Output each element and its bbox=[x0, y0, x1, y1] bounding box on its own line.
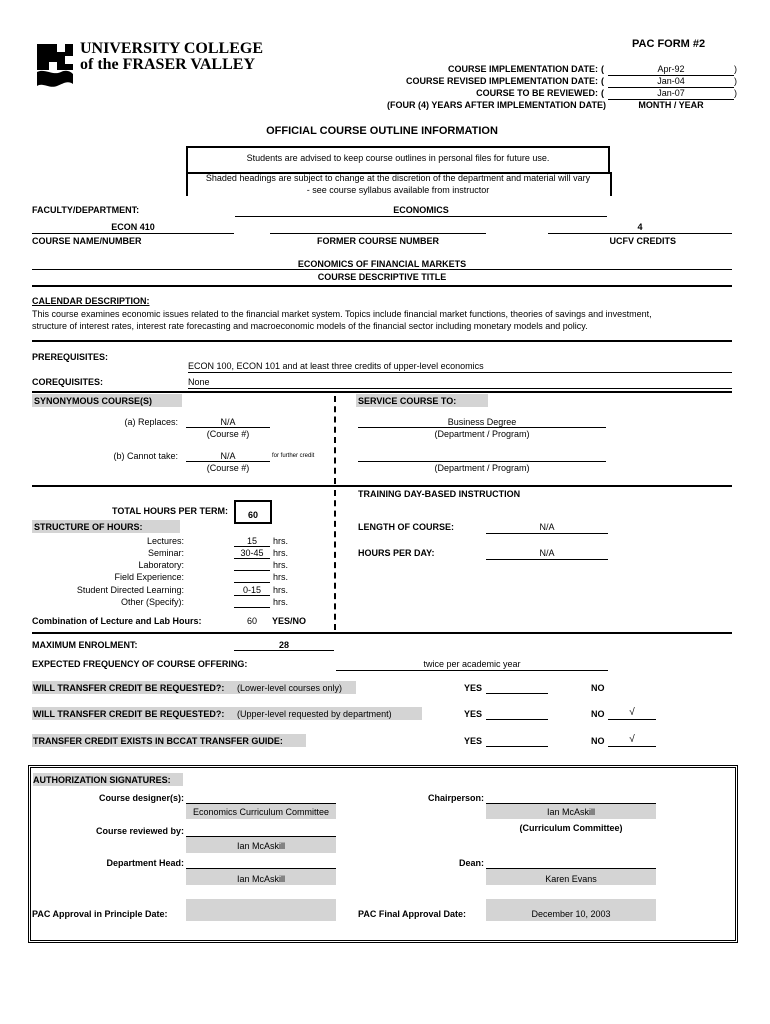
lectures-line bbox=[234, 546, 270, 547]
faculty-line bbox=[235, 216, 607, 217]
laboratory-line bbox=[234, 570, 270, 571]
course-name-number-label: COURSE NAME/NUMBER bbox=[32, 236, 142, 246]
prereq-line bbox=[188, 372, 732, 373]
course-name-number: ECON 410 bbox=[111, 222, 155, 232]
pac-principle-label: PAC Approval in Principle Date: bbox=[32, 909, 168, 919]
pac-principle-shade bbox=[186, 899, 336, 921]
paren-close-2: ) bbox=[734, 76, 737, 86]
seminar-value: 30-45 bbox=[240, 548, 264, 558]
divider-4 bbox=[32, 485, 732, 487]
hours-per-day-label: HOURS PER DAY: bbox=[358, 548, 435, 558]
credits-label: UCFV CREDITS bbox=[609, 236, 676, 246]
transfer-upper-yes: YES bbox=[464, 709, 483, 719]
further-credit-note: for further credit bbox=[272, 453, 315, 459]
other-line bbox=[234, 607, 270, 608]
logo-line2: of the FRASER VALLEY bbox=[80, 56, 255, 73]
laboratory-label: Laboratory: bbox=[138, 560, 184, 570]
length-line bbox=[486, 533, 608, 534]
field-experience-label: Field Experience: bbox=[114, 572, 184, 582]
synonymous-label: SYNONYMOUS COURSE(S) bbox=[34, 396, 153, 406]
max-enrolment-line bbox=[234, 650, 334, 651]
descriptive-title: ECONOMICS OF FINANCIAL MARKETS bbox=[297, 259, 467, 269]
transfer-upper-yes-line bbox=[486, 719, 548, 720]
paren-open-1: ( bbox=[601, 64, 604, 74]
divider-1 bbox=[32, 285, 732, 287]
training-label: TRAINING DAY-BASED INSTRUCTION bbox=[358, 489, 521, 499]
coreq-value: None bbox=[188, 377, 210, 387]
student-directed-line bbox=[234, 595, 270, 596]
form-id: PAC FORM #2 bbox=[632, 38, 706, 50]
seminar-line bbox=[234, 558, 270, 559]
cannot-take-value: N/A bbox=[220, 451, 236, 461]
prereq-label: PREREQUISITES: bbox=[32, 352, 109, 362]
course-name-line bbox=[32, 233, 234, 234]
service-line-2 bbox=[358, 461, 606, 462]
designer-value: Economics Curriculum Committee bbox=[192, 807, 330, 817]
prereq-value: ECON 100, ECON 101 and at least three credits of upper-level economics bbox=[188, 361, 484, 371]
dept-head-label: Department Head: bbox=[106, 858, 184, 868]
transfer-upper-no-line bbox=[608, 719, 656, 720]
divider-3 bbox=[32, 391, 732, 393]
cannot-take-label: (b) Cannot take: bbox=[113, 451, 178, 461]
seminar-label: Seminar: bbox=[147, 548, 184, 558]
service-label: SERVICE COURSE TO: bbox=[358, 396, 457, 406]
calendar-line1: This course examines economic issues related to the financial market system. Topics include financial market functions, theories of savings and investment, bbox=[32, 309, 652, 319]
frequency-line bbox=[336, 670, 608, 671]
lectures-hrs: hrs. bbox=[273, 536, 289, 546]
transfer-lower-yes-line bbox=[486, 693, 548, 694]
calendar-label: CALENDAR DESCRIPTION: bbox=[32, 296, 150, 306]
laboratory-hrs: hrs. bbox=[273, 560, 289, 570]
implementation-date-label: COURSE IMPLEMENTATION DATE: bbox=[448, 64, 598, 74]
divider-5 bbox=[32, 632, 732, 634]
length-value: N/A bbox=[539, 522, 555, 532]
replaces-course-hash: (Course #) bbox=[206, 429, 250, 439]
hours-per-day-value: N/A bbox=[539, 548, 555, 558]
revised-date-value: Jan-04 bbox=[657, 76, 685, 86]
descriptive-title-label: COURSE DESCRIPTIVE TITLE bbox=[317, 272, 447, 282]
review-date-value: Jan-07 bbox=[657, 88, 685, 98]
notice-bracket bbox=[186, 172, 612, 196]
descriptive-title-line bbox=[32, 269, 732, 270]
review-date-label: COURSE TO BE REVIEWED: bbox=[476, 88, 598, 98]
paren-close-1: ) bbox=[734, 64, 737, 74]
page-title: OFFICIAL COURSE OUTLINE INFORMATION bbox=[266, 125, 498, 137]
student-directed-hrs: hrs. bbox=[273, 585, 289, 595]
transfer-lower-no: NO bbox=[591, 683, 605, 693]
student-directed-value: 0-15 bbox=[242, 585, 261, 595]
max-enrolment-value: 28 bbox=[278, 640, 289, 650]
section-divider-vertical-2 bbox=[334, 490, 336, 630]
transfer-upper-no-check: √ bbox=[629, 707, 635, 718]
seminar-hrs: hrs. bbox=[273, 548, 289, 558]
replaces-value: N/A bbox=[220, 417, 236, 427]
lectures-value: 15 bbox=[246, 536, 257, 546]
replaces-label: (a) Replaces: bbox=[124, 417, 178, 427]
frequency-value: twice per academic year bbox=[423, 659, 521, 669]
length-label: LENGTH OF COURSE: bbox=[358, 522, 454, 532]
lectures-label: Lectures: bbox=[146, 536, 184, 546]
total-hours-label: TOTAL HOURS PER TERM: bbox=[111, 506, 228, 516]
transfer-upper-label: WILL TRANSFER CREDIT BE REQUESTED?: bbox=[33, 709, 225, 719]
cannot-take-course-hash: (Course #) bbox=[206, 463, 250, 473]
transfer-lower-yes: YES bbox=[464, 683, 483, 693]
service-value: Business Degree bbox=[447, 417, 517, 427]
coreq-label: COREQUISITES: bbox=[32, 377, 104, 387]
yes-no-label: YES/NO bbox=[272, 616, 307, 626]
bccat-label: TRANSFER CREDIT EXISTS IN BCCAT TRANSFER GUIDE: bbox=[33, 736, 283, 746]
faculty-label: FACULTY/DEPARTMENT: bbox=[32, 205, 140, 215]
structure-label: STRUCTURE OF HOURS: bbox=[34, 522, 143, 532]
hours-per-day-line bbox=[486, 559, 608, 560]
combination-label: Combination of Lecture and Lab Hours: bbox=[32, 616, 202, 626]
transfer-lower-label: WILL TRANSFER CREDIT BE REQUESTED?: bbox=[33, 683, 225, 693]
other-label: Other (Specify): bbox=[120, 597, 184, 607]
divider-2 bbox=[32, 340, 732, 342]
notice-line2a: Shaded headings are subject to change at the discretion of the department and material will vary bbox=[205, 173, 591, 183]
bccat-yes-line bbox=[486, 746, 548, 747]
student-directed-label: Student Directed Learning: bbox=[76, 585, 184, 595]
credits-line bbox=[548, 233, 732, 234]
dean-label: Dean: bbox=[458, 858, 484, 868]
dean-value: Karen Evans bbox=[545, 874, 597, 884]
implementation-date-value: Apr-92 bbox=[657, 64, 685, 74]
total-hours-value: 60 bbox=[247, 510, 258, 520]
chair-value: Ian McAskill bbox=[546, 807, 595, 817]
transfer-upper-note: (Upper-level requested by department) bbox=[237, 709, 392, 719]
month-year-label: MONTH / YEAR bbox=[638, 100, 704, 110]
paren-open-2: ( bbox=[601, 76, 604, 86]
notice-line2b: - see course syllabus available from instructor bbox=[306, 185, 490, 195]
notice-line1: Students are advised to keep course outlines in personal files for future use. bbox=[246, 153, 550, 163]
field-experience-hrs: hrs. bbox=[273, 572, 289, 582]
calendar-line2: structure of interest rates, interest rate forecasting and macroeconomic models of the financial sector including monetary models and policy. bbox=[32, 321, 588, 331]
other-hrs: hrs. bbox=[273, 597, 289, 607]
bccat-no-line bbox=[608, 746, 656, 747]
designer-label: Course designer(s): bbox=[98, 793, 184, 803]
ucfv-logo-icon bbox=[35, 42, 75, 92]
replaces-line bbox=[186, 427, 270, 428]
credits-value: 4 bbox=[637, 222, 643, 232]
cannot-take-line bbox=[186, 461, 270, 462]
reviewed-label: Course reviewed by: bbox=[95, 826, 184, 836]
revised-date-label: COURSE REVISED IMPLEMENTATION DATE: bbox=[405, 76, 598, 86]
frequency-label: EXPECTED FREQUENCY OF COURSE OFFERING: bbox=[32, 659, 248, 669]
paren-open-3: ( bbox=[601, 88, 604, 98]
pac-final-label: PAC Final Approval Date: bbox=[358, 909, 467, 919]
field-experience-line bbox=[234, 582, 270, 583]
authorization-label: AUTHORIZATION SIGNATURES: bbox=[33, 775, 171, 785]
bccat-yes: YES bbox=[464, 736, 483, 746]
combination-value: 60 bbox=[246, 616, 257, 626]
coreq-line bbox=[188, 388, 732, 389]
former-course-line bbox=[270, 233, 486, 234]
reviewed-value: Ian McAskill bbox=[236, 841, 285, 851]
pac-final-value: December 10, 2003 bbox=[531, 909, 611, 919]
paren-close-3: ) bbox=[734, 88, 737, 98]
four-years-note: (FOUR (4) YEARS AFTER IMPLEMENTATION DATE) bbox=[387, 100, 606, 110]
curriculum-committee-label: (Curriculum Committee) bbox=[519, 823, 623, 833]
service-dept-program-2: (Department / Program) bbox=[434, 463, 530, 473]
former-course-label: FORMER COURSE NUMBER bbox=[316, 236, 439, 246]
service-line bbox=[358, 427, 606, 428]
dept-head-value: Ian McAskill bbox=[236, 874, 285, 884]
service-dept-program-1: (Department / Program) bbox=[434, 429, 530, 439]
faculty-value: ECONOMICS bbox=[393, 205, 449, 215]
bccat-no-check: √ bbox=[629, 734, 635, 745]
max-enrolment-label: MAXIMUM ENROLMENT: bbox=[32, 640, 138, 650]
bccat-no: NO bbox=[591, 736, 605, 746]
transfer-lower-note: (Lower-level courses only) bbox=[237, 683, 343, 693]
chair-label: Chairperson: bbox=[427, 793, 484, 803]
logo-line1: UNIVERSITY COLLEGE bbox=[80, 40, 264, 57]
section-divider-vertical-1 bbox=[334, 396, 336, 484]
transfer-upper-no: NO bbox=[591, 709, 605, 719]
